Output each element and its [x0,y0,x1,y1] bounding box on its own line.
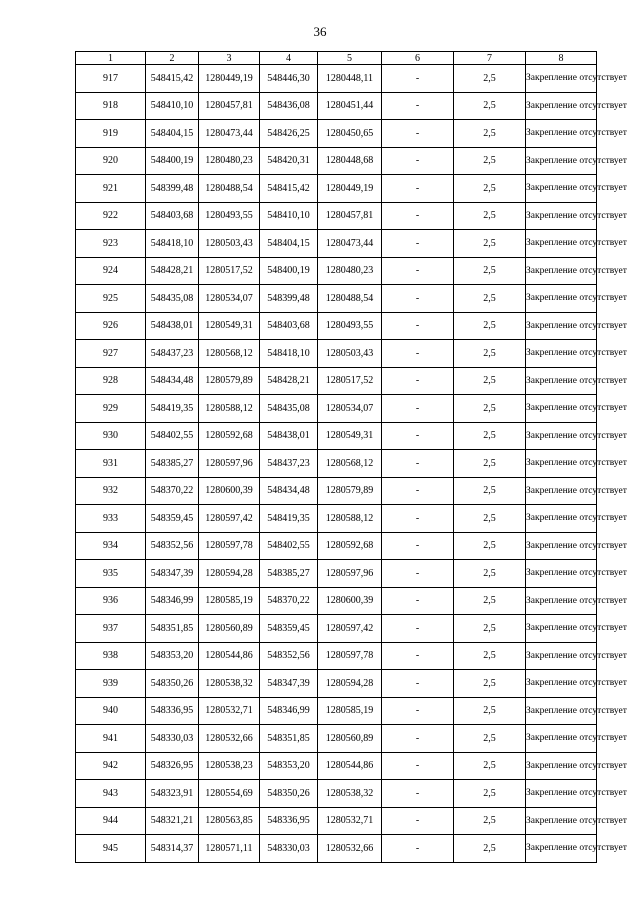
y2-coordinate-cell: 1280532,66 [318,835,382,863]
x2-coordinate-cell: 548420,31 [260,147,318,175]
point-number-cell: 944 [76,807,146,835]
x-coordinate-cell: 548410,10 [146,92,199,120]
y-coordinate-cell: 1280449,19 [199,65,260,93]
x-coordinate-cell: 548323,91 [146,780,199,808]
point-number-cell: 941 [76,725,146,753]
table-row [76,560,597,588]
y-coordinate-cell: 1280585,19 [199,587,260,615]
column-7-cell: 2,5 [454,65,526,93]
fixation-note-cell: Закрепление отсутствует [526,532,597,560]
column-7-cell: 2,5 [454,340,526,368]
y2-coordinate-cell: 1280597,78 [318,642,382,670]
fixation-note-cell: Закрепление отсутствует [526,312,597,340]
x-coordinate-cell: 548403,68 [146,202,199,230]
column-6-cell: - [382,230,454,258]
column-7-cell: 2,5 [454,120,526,148]
fixation-note-cell: Закрепление отсутствует [526,725,597,753]
y2-coordinate-cell: 1280480,23 [318,257,382,285]
y-coordinate-cell: 1280493,55 [199,202,260,230]
coordinates-table [75,51,627,863]
point-number-cell: 936 [76,587,146,615]
column-6-cell: - [382,807,454,835]
point-number-cell: 927 [76,340,146,368]
y2-coordinate-cell: 1280544,86 [318,752,382,780]
column-7-cell: 2,5 [454,147,526,175]
column-7-cell: 2,5 [454,312,526,340]
x-coordinate-cell: 548351,85 [146,615,199,643]
table-row [76,587,597,615]
x2-coordinate-cell: 548426,25 [260,120,318,148]
column-7-cell: 2,5 [454,835,526,863]
table-row [76,285,597,313]
column-6-cell: - [382,340,454,368]
column-7-cell: 2,5 [454,642,526,670]
fixation-note-cell: Закрепление отсутствует [526,92,597,120]
table-row [76,807,597,835]
column-6-cell: - [382,285,454,313]
column-6-cell: - [382,505,454,533]
column-7-cell: 2,5 [454,505,526,533]
y2-coordinate-cell: 1280450,65 [318,120,382,148]
y-coordinate-cell: 1280579,89 [199,367,260,395]
column-header: 3 [199,52,260,65]
y-coordinate-cell: 1280503,43 [199,230,260,258]
y-coordinate-cell: 1280600,39 [199,477,260,505]
x-coordinate-cell: 548359,45 [146,505,199,533]
fixation-note-cell: Закрепление отсутствует [526,147,597,175]
x-coordinate-cell: 548419,35 [146,395,199,423]
fixation-note-cell: Закрепление отсутствует [526,670,597,698]
fixation-note-cell: Закрепление отсутствует [526,367,597,395]
x2-coordinate-cell: 548346,99 [260,697,318,725]
column-6-cell: - [382,202,454,230]
y-coordinate-cell: 1280549,31 [199,312,260,340]
x-coordinate-cell: 548347,39 [146,560,199,588]
point-number-cell: 940 [76,697,146,725]
y2-coordinate-cell: 1280538,32 [318,780,382,808]
fixation-note-cell: Закрепление отсутствует [526,285,597,313]
point-number-cell: 934 [76,532,146,560]
table-row [76,175,597,203]
fixation-note-cell: Закрепление отсутствует [526,587,597,615]
point-number-cell: 923 [76,230,146,258]
column-7-cell: 2,5 [454,285,526,313]
x-coordinate-cell: 548330,03 [146,725,199,753]
table-row [76,642,597,670]
table-row [76,92,597,120]
column-7-cell: 2,5 [454,807,526,835]
column-7-cell: 2,5 [454,697,526,725]
column-7-cell: 2,5 [454,780,526,808]
y-coordinate-cell: 1280597,78 [199,532,260,560]
column-6-cell: - [382,725,454,753]
y2-coordinate-cell: 1280517,52 [318,367,382,395]
y2-coordinate-cell: 1280449,19 [318,175,382,203]
column-7-cell: 2,5 [454,587,526,615]
point-number-cell: 925 [76,285,146,313]
point-number-cell: 942 [76,752,146,780]
column-6-cell: - [382,477,454,505]
x-coordinate-cell: 548370,22 [146,477,199,505]
x2-coordinate-cell: 548370,22 [260,587,318,615]
y2-coordinate-cell: 1280549,31 [318,422,382,450]
y2-coordinate-cell: 1280534,07 [318,395,382,423]
y2-coordinate-cell: 1280568,12 [318,450,382,478]
y2-coordinate-cell: 1280457,81 [318,202,382,230]
point-number-cell: 937 [76,615,146,643]
column-7-cell: 2,5 [454,422,526,450]
y2-coordinate-cell: 1280597,96 [318,560,382,588]
column-7-cell: 2,5 [454,477,526,505]
y-coordinate-cell: 1280554,69 [199,780,260,808]
point-number-cell: 935 [76,560,146,588]
x2-coordinate-cell: 548359,45 [260,615,318,643]
y2-coordinate-cell: 1280451,44 [318,92,382,120]
x2-coordinate-cell: 548437,23 [260,450,318,478]
x2-coordinate-cell: 548418,10 [260,340,318,368]
fixation-note-cell: Закрепление отсутствует [526,505,597,533]
y2-coordinate-cell: 1280448,68 [318,147,382,175]
fixation-note-cell: Закрепление отсутствует [526,780,597,808]
y-coordinate-cell: 1280473,44 [199,120,260,148]
fixation-note-cell: Закрепление отсутствует [526,395,597,423]
y-coordinate-cell: 1280594,28 [199,560,260,588]
x-coordinate-cell: 548352,56 [146,532,199,560]
y2-coordinate-cell: 1280579,89 [318,477,382,505]
column-6-cell: - [382,780,454,808]
table-body [76,65,627,863]
column-7-cell: 2,5 [454,450,526,478]
point-number-cell: 928 [76,367,146,395]
y2-coordinate-cell: 1280448,11 [318,65,382,93]
y2-coordinate-cell: 1280597,42 [318,615,382,643]
table-row [76,725,597,753]
y-coordinate-cell: 1280517,52 [199,257,260,285]
x-coordinate-cell: 548336,95 [146,697,199,725]
x-coordinate-cell: 548437,23 [146,340,199,368]
table-row [76,450,597,478]
column-header: 2 [146,52,199,65]
fixation-note-cell: Закрепление отсутствует [526,422,597,450]
table-row [76,147,597,175]
x-coordinate-cell: 548404,15 [146,120,199,148]
y2-coordinate-cell: 1280600,39 [318,587,382,615]
column-7-cell: 2,5 [454,367,526,395]
fixation-note-cell: Закрепление отсутствует [526,752,597,780]
table-row [76,257,597,285]
x-coordinate-cell: 548346,99 [146,587,199,615]
x2-coordinate-cell: 548330,03 [260,835,318,863]
x2-coordinate-cell: 548385,27 [260,560,318,588]
y2-coordinate-cell: 1280585,19 [318,697,382,725]
column-6-cell: - [382,395,454,423]
column-header: 1 [76,52,146,65]
column-7-cell: 2,5 [454,752,526,780]
fixation-note-cell: Закрепление отсутствует [526,477,597,505]
x2-coordinate-cell: 548410,10 [260,202,318,230]
x-coordinate-cell: 548326,95 [146,752,199,780]
column-7-cell: 2,5 [454,725,526,753]
column-6-cell: - [382,560,454,588]
x2-coordinate-cell: 548419,35 [260,505,318,533]
x2-coordinate-cell: 548336,95 [260,807,318,835]
point-number-cell: 938 [76,642,146,670]
table-row [76,202,597,230]
column-6-cell: - [382,835,454,863]
y-coordinate-cell: 1280538,32 [199,670,260,698]
fixation-note-cell: Закрепление отсутствует [526,615,597,643]
y2-coordinate-cell: 1280473,44 [318,230,382,258]
x2-coordinate-cell: 548435,08 [260,395,318,423]
column-6-cell: - [382,175,454,203]
table-row [76,697,597,725]
column-6-cell: - [382,312,454,340]
point-number-cell: 920 [76,147,146,175]
table-row [76,780,597,808]
point-number-cell: 931 [76,450,146,478]
y-coordinate-cell: 1280588,12 [199,395,260,423]
table-row [76,65,597,93]
column-7-cell: 2,5 [454,257,526,285]
fixation-note-cell: Закрепление отсутствует [526,202,597,230]
x2-coordinate-cell: 548434,48 [260,477,318,505]
point-number-cell: 917 [76,65,146,93]
column-6-cell: - [382,120,454,148]
y2-coordinate-cell: 1280503,43 [318,340,382,368]
x2-coordinate-cell: 548353,20 [260,752,318,780]
y-coordinate-cell: 1280597,96 [199,450,260,478]
table-row [76,120,597,148]
table-row [76,395,597,423]
x-coordinate-cell: 548428,21 [146,257,199,285]
x-coordinate-cell: 548385,27 [146,450,199,478]
y-coordinate-cell: 1280560,89 [199,615,260,643]
x2-coordinate-cell: 548415,42 [260,175,318,203]
y-coordinate-cell: 1280592,68 [199,422,260,450]
column-header: 5 [318,52,382,65]
column-7-cell: 2,5 [454,615,526,643]
y-coordinate-cell: 1280597,42 [199,505,260,533]
column-7-cell: 2,5 [454,92,526,120]
y-coordinate-cell: 1280532,66 [199,725,260,753]
x-coordinate-cell: 548402,55 [146,422,199,450]
column-7-cell: 2,5 [454,560,526,588]
y-coordinate-cell: 1280544,86 [199,642,260,670]
y-coordinate-cell: 1280563,85 [199,807,260,835]
y-coordinate-cell: 1280538,23 [199,752,260,780]
column-7-cell: 2,5 [454,230,526,258]
x2-coordinate-cell: 548399,48 [260,285,318,313]
x-coordinate-cell: 548434,48 [146,367,199,395]
x-coordinate-cell: 548435,08 [146,285,199,313]
y-coordinate-cell: 1280532,71 [199,697,260,725]
fixation-note-cell: Закрепление отсутствует [526,807,597,835]
x-coordinate-cell: 548321,21 [146,807,199,835]
x2-coordinate-cell: 548403,68 [260,312,318,340]
table-row [76,752,597,780]
y2-coordinate-cell: 1280493,55 [318,312,382,340]
point-number-cell: 939 [76,670,146,698]
column-6-cell: - [382,615,454,643]
fixation-note-cell: Закрепление отсутствует [526,230,597,258]
point-number-cell: 933 [76,505,146,533]
x2-coordinate-cell: 548400,19 [260,257,318,285]
point-number-cell: 943 [76,780,146,808]
column-6-cell: - [382,642,454,670]
fixation-note-cell: Закрепление отсутствует [526,120,597,148]
x-coordinate-cell: 548418,10 [146,230,199,258]
y-coordinate-cell: 1280571,11 [199,835,260,863]
column-header: 7 [454,52,526,65]
column-6-cell: - [382,65,454,93]
table-row [76,312,597,340]
x2-coordinate-cell: 548350,26 [260,780,318,808]
column-6-cell: - [382,147,454,175]
column-7-cell: 2,5 [454,670,526,698]
x2-coordinate-cell: 548428,21 [260,367,318,395]
column-6-cell: - [382,450,454,478]
y2-coordinate-cell: 1280592,68 [318,532,382,560]
y2-coordinate-cell: 1280532,71 [318,807,382,835]
table-row [76,340,597,368]
x2-coordinate-cell: 548436,08 [260,92,318,120]
y-coordinate-cell: 1280568,12 [199,340,260,368]
column-6-cell: - [382,257,454,285]
table-row [76,615,597,643]
x-coordinate-cell: 548314,37 [146,835,199,863]
point-number-cell: 919 [76,120,146,148]
x2-coordinate-cell: 548352,56 [260,642,318,670]
fixation-note-cell: Закрепление отсутствует [526,560,597,588]
fixation-note-cell: Закрепление отсутствует [526,340,597,368]
column-7-cell: 2,5 [454,395,526,423]
point-number-cell: 922 [76,202,146,230]
column-6-cell: - [382,422,454,450]
point-number-cell: 945 [76,835,146,863]
column-7-cell: 2,5 [454,532,526,560]
y-coordinate-cell: 1280488,54 [199,175,260,203]
fixation-note-cell: Закрепление отсутствует [526,65,597,93]
table-row [76,532,597,560]
y2-coordinate-cell: 1280594,28 [318,670,382,698]
point-number-cell: 932 [76,477,146,505]
x-coordinate-cell: 548353,20 [146,642,199,670]
column-6-cell: - [382,697,454,725]
x2-coordinate-cell: 548438,01 [260,422,318,450]
column-header: 4 [260,52,318,65]
x2-coordinate-cell: 548446,30 [260,65,318,93]
column-7-cell: 2,5 [454,202,526,230]
point-number-cell: 921 [76,175,146,203]
table-row [76,477,597,505]
fixation-note-cell: Закрепление отсутствует [526,835,597,863]
column-header: 6 [382,52,454,65]
table-row [76,230,597,258]
table-header-row [76,52,597,65]
x-coordinate-cell: 548400,19 [146,147,199,175]
column-6-cell: - [382,532,454,560]
column-6-cell: - [382,92,454,120]
table-row [76,505,597,533]
y2-coordinate-cell: 1280588,12 [318,505,382,533]
point-number-cell: 929 [76,395,146,423]
page-number: 36 [313,24,327,39]
x-coordinate-cell: 548438,01 [146,312,199,340]
y-coordinate-cell: 1280457,81 [199,92,260,120]
fixation-note-cell: Закрепление отсутствует [526,450,597,478]
point-number-cell: 924 [76,257,146,285]
y2-coordinate-cell: 1280560,89 [318,725,382,753]
x2-coordinate-cell: 548351,85 [260,725,318,753]
fixation-note-cell: Закрепление отсутствует [526,175,597,203]
fixation-note-cell: Закрепление отсутствует [526,642,597,670]
y-coordinate-cell: 1280480,23 [199,147,260,175]
table-row [76,367,597,395]
column-header: 8 [526,52,597,65]
column-6-cell: - [382,367,454,395]
table-row [76,422,597,450]
fixation-note-cell: Закрепление отсутствует [526,257,597,285]
x2-coordinate-cell: 548347,39 [260,670,318,698]
table-row [76,835,597,863]
x2-coordinate-cell: 548402,55 [260,532,318,560]
x-coordinate-cell: 548399,48 [146,175,199,203]
point-number-cell: 930 [76,422,146,450]
x-coordinate-cell: 548415,42 [146,65,199,93]
point-number-cell: 926 [76,312,146,340]
point-number-cell: 918 [76,92,146,120]
column-6-cell: - [382,670,454,698]
column-7-cell: 2,5 [454,175,526,203]
fixation-note-cell: Закрепление отсутствует [526,697,597,725]
x2-coordinate-cell: 548404,15 [260,230,318,258]
x-coordinate-cell: 548350,26 [146,670,199,698]
table-row [76,670,597,698]
column-6-cell: - [382,587,454,615]
y-coordinate-cell: 1280534,07 [199,285,260,313]
y2-coordinate-cell: 1280488,54 [318,285,382,313]
column-6-cell: - [382,752,454,780]
